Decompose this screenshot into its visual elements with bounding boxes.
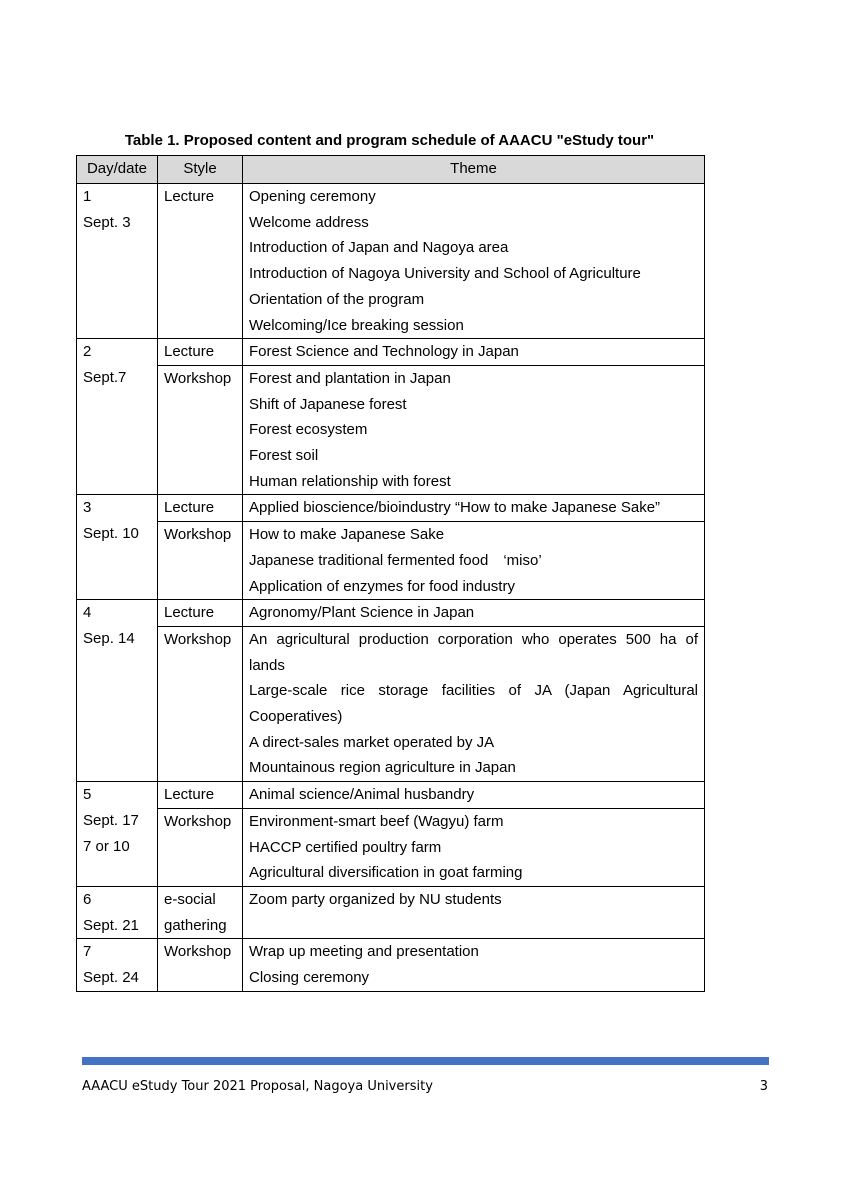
theme-item: A direct-sales market operated by JA: [249, 733, 495, 751]
style-cell: Workshop: [158, 939, 243, 991]
style-cell: Workshop: [158, 808, 243, 886]
theme-item: Orientation of the program: [249, 290, 425, 308]
day-cell: [77, 495, 158, 600]
table-header-row: [77, 156, 705, 184]
day-number: 6: [83, 890, 92, 908]
day-date: Sept. 10: [83, 525, 139, 543]
header-theme: Theme: [243, 156, 705, 184]
theme-item: Zoom party organized by NU students: [249, 890, 502, 908]
theme-item: Closing ceremony: [249, 969, 370, 987]
theme-item: Mountainous region agriculture in Japan: [249, 759, 516, 777]
theme-item: Introduction of Japan and Nagoya area: [249, 239, 509, 257]
day-cell: [77, 939, 158, 991]
table-caption: Table 1. Proposed content and program schedule of AAACU "eStudy tour": [124, 132, 655, 149]
theme-cell: [243, 886, 705, 938]
day-date: Sept. 3: [83, 213, 131, 231]
theme-item: HACCP certified poultry farm: [249, 838, 442, 856]
day-cell: [77, 782, 158, 887]
theme-item: Applied bioscience/bioindustry “How to make Japanese Sake”: [249, 499, 661, 517]
theme-cell: [243, 600, 705, 627]
day-date: Sept. 21: [83, 916, 139, 934]
style-cell: Workshop: [158, 522, 243, 600]
table-row: [77, 522, 705, 600]
theme-item: Shift of Japanese forest: [249, 395, 407, 413]
theme-item: An agricultural production corporation who operates 500 ha of lands: [249, 630, 698, 674]
day-number: 3: [83, 499, 92, 517]
theme-item: Introduction of Nagoya University and School of Agriculture: [249, 265, 641, 283]
theme-item: Forest and plantation in Japan: [249, 369, 451, 387]
theme-item: Environment-smart beef (Wagyu) farm: [249, 812, 504, 830]
table-row: [77, 495, 705, 522]
theme-item: Welcoming/Ice breaking session: [249, 316, 464, 334]
header-day: Day/date: [77, 156, 158, 184]
day-date: Sep. 14: [83, 629, 135, 647]
day-cell: [77, 184, 158, 339]
table-row: [77, 365, 705, 495]
day-date-note: 7 or 10: [83, 837, 130, 855]
header-style: Style: [158, 156, 243, 184]
theme-item: How to make Japanese Sake: [249, 526, 445, 544]
day-number: 7: [83, 943, 92, 961]
style-cell: Workshop: [158, 365, 243, 495]
day-cell: [77, 886, 158, 938]
theme-cell: [243, 184, 705, 339]
theme-item: Agronomy/Plant Science in Japan: [249, 604, 475, 622]
day-cell: [77, 339, 158, 495]
table-row: [77, 626, 705, 781]
style-cell: Workshop: [158, 626, 243, 781]
theme-item: Welcome address: [249, 213, 369, 231]
theme-cell: [243, 339, 705, 366]
day-date: Sept. 17: [83, 811, 139, 829]
theme-item: Animal science/Animal husbandry: [249, 786, 475, 804]
style-cell: Lecture: [158, 600, 243, 627]
day-number: 4: [83, 604, 92, 622]
footer-rule: [82, 1057, 769, 1065]
table-row: [77, 886, 705, 938]
day-number: 2: [83, 343, 92, 361]
table-row: [77, 808, 705, 886]
style-cell: e-social gathering: [158, 886, 243, 938]
style-cell: Lecture: [158, 495, 243, 522]
table-row: [77, 782, 705, 809]
page-number: 3: [759, 1079, 768, 1094]
theme-item: Forest Science and Technology in Japan: [249, 343, 519, 361]
theme-item: Application of enzymes for food industry: [249, 577, 515, 595]
table-row: [77, 939, 705, 991]
table-row: [77, 184, 705, 339]
theme-cell: [243, 522, 705, 600]
day-number: 1: [83, 188, 92, 205]
theme-cell: [243, 495, 705, 522]
style-cell: Lecture: [158, 184, 243, 339]
theme-item: Agricultural diversification in goat farming: [249, 864, 523, 882]
theme-item: Large-scale rice storage facilities of JA (Japan Agricultural Cooperatives): [249, 682, 698, 726]
day-date: Sept. 24: [83, 969, 139, 987]
theme-cell: [243, 808, 705, 886]
style-cell: Lecture: [158, 339, 243, 366]
table-row: [77, 339, 705, 366]
table-row: [77, 600, 705, 627]
theme-cell: [243, 782, 705, 809]
day-date: Sept.7: [83, 368, 127, 386]
day-number: 5: [83, 786, 92, 804]
schedule-table: [76, 155, 705, 992]
theme-cell: [243, 939, 705, 991]
theme-cell: [243, 365, 705, 495]
theme-cell: [243, 626, 705, 781]
theme-item: Forest ecosystem: [249, 421, 368, 439]
theme-item: Forest soil: [249, 447, 319, 465]
theme-item: Japanese traditional fermented food ‘miso’: [249, 551, 542, 569]
theme-item: Wrap up meeting and presentation: [249, 943, 479, 961]
day-cell: [77, 600, 158, 782]
style-cell: Lecture: [158, 782, 243, 809]
footer-text: AAACU eStudy Tour 2021 Proposal, Nagoya University: [82, 1079, 433, 1094]
theme-item: Opening ceremony: [249, 188, 376, 205]
theme-item: Human relationship with forest: [249, 472, 451, 490]
